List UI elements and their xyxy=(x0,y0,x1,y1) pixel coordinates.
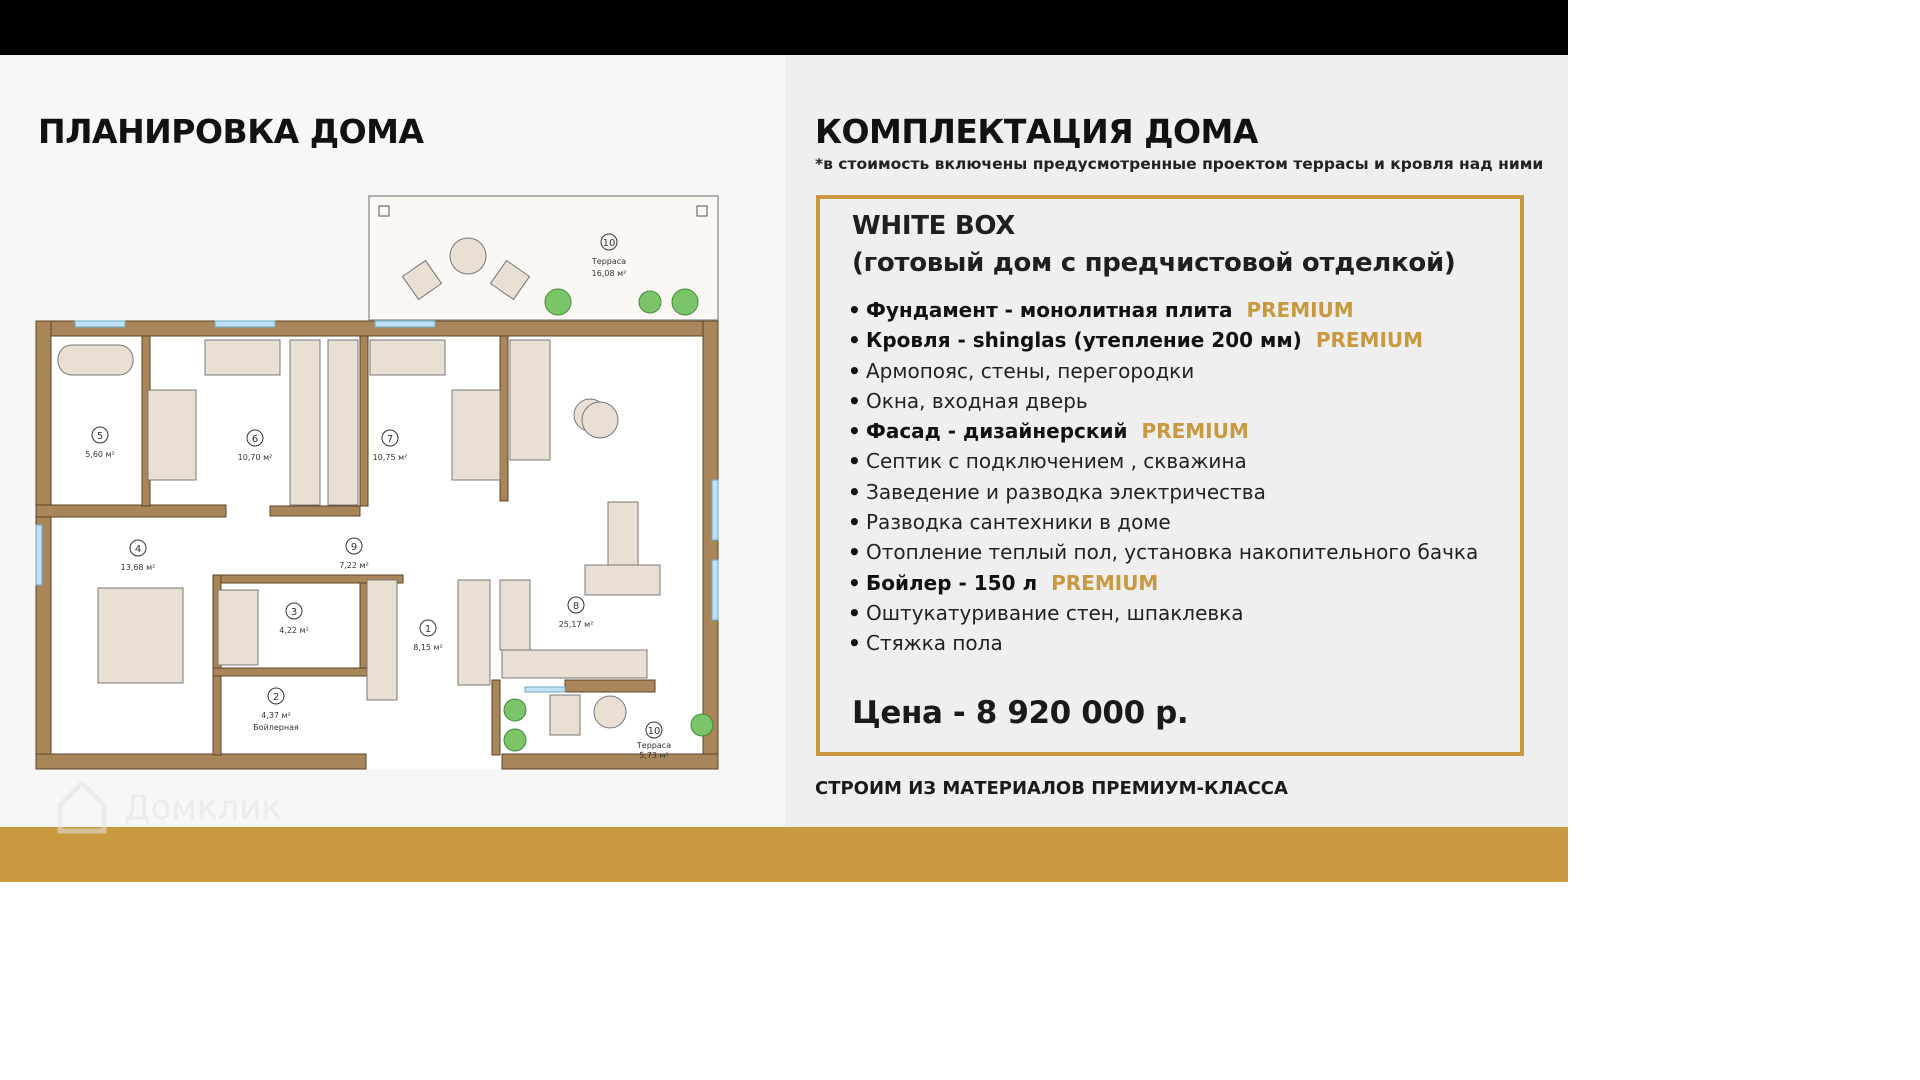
feature-item xyxy=(848,598,1508,628)
feature-item xyxy=(848,386,1508,416)
top-bar xyxy=(0,0,1568,55)
room-number: 3 xyxy=(290,607,298,618)
room-area: 5,60 м² xyxy=(85,450,115,459)
room-area: 7,22 м² xyxy=(339,561,369,570)
box-subtitle: (готовый дом с предчистовой отделкой) xyxy=(852,248,1456,278)
room-area: 8,15 м² xyxy=(413,643,443,652)
room-name: Терраса xyxy=(591,257,627,266)
feature-item xyxy=(848,477,1508,507)
domclick-watermark xyxy=(52,775,352,835)
floor-plan xyxy=(30,190,730,780)
feature-text: Армопояс, стены, перегородки xyxy=(866,358,1195,383)
premium-badge: PREMIUM xyxy=(1051,570,1159,595)
feature-item xyxy=(848,537,1508,567)
feature-item xyxy=(848,416,1508,446)
feature-item xyxy=(848,507,1508,537)
feature-item xyxy=(848,295,1508,325)
feature-text: Септик с подключением , скважина xyxy=(866,449,1247,474)
room-name: Терраса xyxy=(636,741,672,750)
terrace-table xyxy=(450,238,486,274)
feature-text: Бойлер - 150 л xyxy=(866,570,1038,595)
terrace-top xyxy=(369,196,718,320)
premium-badge: PREMIUM xyxy=(1315,328,1424,353)
feature-text: Отопление теплый пол, установка накопительного бачка xyxy=(866,540,1479,565)
room-number: 10 xyxy=(647,726,661,737)
room-area: 4,37 м² xyxy=(261,711,291,720)
room-area: 10,75 м² xyxy=(372,453,408,462)
room-number: 7 xyxy=(386,434,394,445)
room-area: 5,73 м² xyxy=(639,751,669,760)
room-number: 1 xyxy=(424,624,432,635)
room-number: 2 xyxy=(272,692,280,703)
plant xyxy=(672,289,698,315)
feature-item xyxy=(848,628,1508,658)
room-number: 6 xyxy=(251,434,259,445)
feature-item xyxy=(848,568,1508,598)
room-area: 10,70 м² xyxy=(237,453,273,462)
white-box-card xyxy=(816,195,1524,756)
room-number: 10 xyxy=(602,238,616,249)
house-logo-icon xyxy=(60,783,104,831)
feature-text: Фасад - дизайнерский xyxy=(866,419,1128,444)
premium-badge: PREMIUM xyxy=(1246,298,1354,322)
feature-item xyxy=(848,325,1508,355)
room-number: 8 xyxy=(572,601,580,612)
price: Цена - 8 920 000 р. xyxy=(852,695,1189,731)
plan-title: ПЛАНИРОВКА ДОМА xyxy=(38,112,424,151)
plant xyxy=(639,291,661,313)
premium-badge: PREMIUM xyxy=(1141,419,1249,444)
plant xyxy=(691,714,713,736)
box-title: WHITE BOX xyxy=(852,211,1015,241)
room-area: 4,22 м² xyxy=(279,626,309,635)
watermark-text: Домклик xyxy=(124,788,282,828)
plant xyxy=(545,289,571,315)
plant xyxy=(504,729,526,751)
feature-text: Разводка сантехники в доме xyxy=(866,510,1171,535)
feature-item xyxy=(848,446,1508,476)
feature-text: Кровля - shinglas (утепление 200 мм) xyxy=(866,328,1302,353)
footer-tagline: СТРОИМ ИЗ МАТЕРИАЛОВ ПРЕМИУМ-КЛАССА xyxy=(815,778,1288,799)
feature-item xyxy=(848,356,1508,386)
features-list xyxy=(848,295,1508,659)
feature-text: Окна, входная дверь xyxy=(866,388,1088,413)
plant xyxy=(504,699,526,721)
feature-text: Оштукатуривание стен, шпаклевка xyxy=(866,600,1244,625)
room-area: 16,08 м² xyxy=(591,269,627,278)
feature-text: Фундамент - монолитная плита xyxy=(866,298,1233,322)
feature-text: Заведение и разводка электричества xyxy=(866,479,1266,504)
room-area: 13,68 м² xyxy=(120,563,156,572)
room-area: 25,17 м² xyxy=(558,620,594,629)
bottom-bar xyxy=(0,827,1568,882)
equipment-title: КОМПЛЕКТАЦИЯ ДОМА xyxy=(815,112,1258,151)
room-name: Бойлерная xyxy=(253,723,299,732)
price-note: *в стоимость включены предусмотренные проектом террасы и кровля над ними xyxy=(815,155,1544,173)
room-number: 5 xyxy=(96,431,104,442)
room-number: 4 xyxy=(134,544,142,555)
feature-text: Стяжка пола xyxy=(866,631,1003,656)
room-number: 9 xyxy=(350,542,358,553)
